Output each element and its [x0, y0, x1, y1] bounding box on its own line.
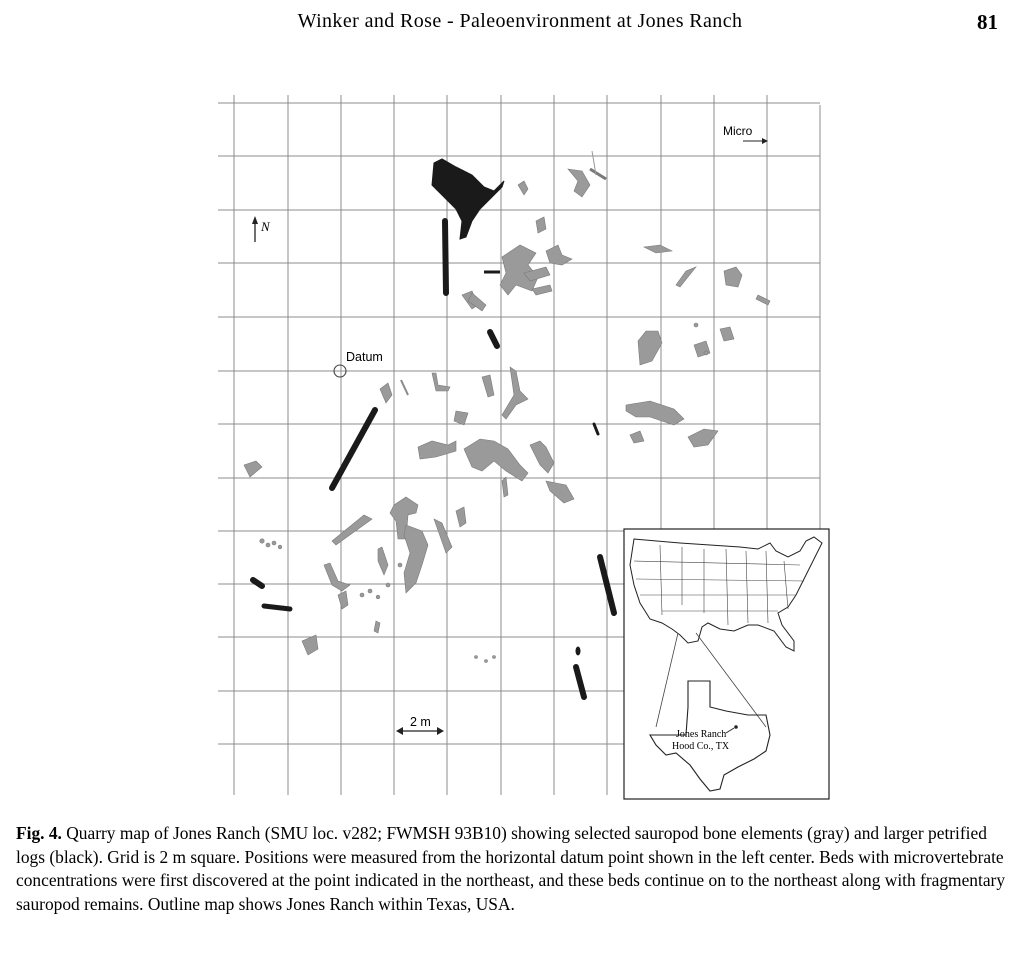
- bone: [244, 461, 262, 477]
- bone: [374, 621, 380, 633]
- bone: [404, 525, 428, 593]
- bone: [676, 267, 696, 287]
- bone: [434, 519, 452, 553]
- log: [445, 221, 446, 293]
- bone: [756, 295, 770, 305]
- bone: [418, 441, 456, 459]
- bone: [502, 477, 508, 497]
- petrified-logs: [253, 159, 614, 697]
- bone: [380, 383, 392, 403]
- bone: [518, 181, 528, 195]
- bone: [724, 267, 742, 287]
- locality-label-line2: Hood Co., TX: [672, 741, 730, 752]
- bone: [536, 217, 546, 233]
- bone: [332, 515, 372, 545]
- bone: [644, 245, 672, 253]
- bone: [546, 245, 572, 265]
- locator-inset: [624, 529, 829, 799]
- scale-label: 2 m: [410, 715, 431, 729]
- figure-caption: [16, 822, 1006, 916]
- bone: [493, 656, 496, 659]
- figure-label: Fig. 4.: [16, 823, 62, 843]
- bone: [324, 563, 350, 591]
- bone: [630, 431, 644, 443]
- bone: [302, 635, 318, 655]
- bone: [638, 331, 662, 365]
- bone: [694, 323, 698, 327]
- bone: [272, 541, 276, 545]
- log: [576, 647, 580, 655]
- log: [253, 580, 262, 586]
- bone: [720, 327, 734, 341]
- bone: [454, 411, 468, 425]
- bone: [378, 547, 388, 575]
- log: [490, 332, 497, 346]
- bone: [704, 351, 708, 355]
- bone: [532, 285, 552, 295]
- bone: [260, 539, 264, 543]
- bone: [456, 507, 466, 527]
- bone: [278, 545, 282, 549]
- locality-label-line1: Jones Ranch: [676, 729, 727, 740]
- datum-label: Datum: [346, 350, 383, 364]
- north-label: N: [261, 219, 270, 234]
- log: [576, 667, 584, 697]
- log: [332, 410, 375, 488]
- page-number: 81: [977, 10, 998, 34]
- bone: [376, 595, 380, 599]
- bone: [482, 375, 494, 397]
- quarry-map: [210, 95, 835, 800]
- bone: [368, 589, 372, 593]
- running-title: Winker and Rose - Paleoenvironment at Jones Ranch: [297, 10, 743, 32]
- bone: [546, 481, 574, 503]
- bone: [266, 543, 270, 547]
- micro-marker: [723, 124, 768, 144]
- bone: [530, 441, 554, 473]
- running-head: [0, 8, 1024, 36]
- bone: [360, 593, 364, 597]
- bone: [398, 563, 402, 567]
- bone: [475, 656, 478, 659]
- bone: [468, 293, 486, 311]
- quarry-map-figure: [210, 95, 835, 800]
- caption-text: Quarry map of Jones Ranch (SMU loc. v282; FWMSH 93B10) showing selected sauropod bone elements (gray) and larger petrified logs (black). Grid is 2 m square. Positions were measured from the horizontal datum point shown in the left center. Beds with microvertebrate concentrations were first discovered at the point indicated in the northeast, and these beds continue on to the northeast along with fragmentary sauropod remains. Outline map shows Jones Ranch within Texas, USA.: [16, 823, 1006, 914]
- micro-label: Micro: [723, 124, 753, 138]
- bone: [386, 583, 390, 587]
- log: [594, 424, 598, 434]
- bone: [502, 367, 528, 419]
- bone: [485, 660, 488, 663]
- bone: [464, 439, 528, 481]
- north-arrow-icon: [252, 216, 271, 242]
- log: [264, 606, 290, 609]
- bone: [568, 169, 590, 197]
- scale-bar: [396, 715, 444, 735]
- bone: [500, 245, 538, 295]
- bone: [338, 591, 348, 609]
- bone: [626, 401, 684, 425]
